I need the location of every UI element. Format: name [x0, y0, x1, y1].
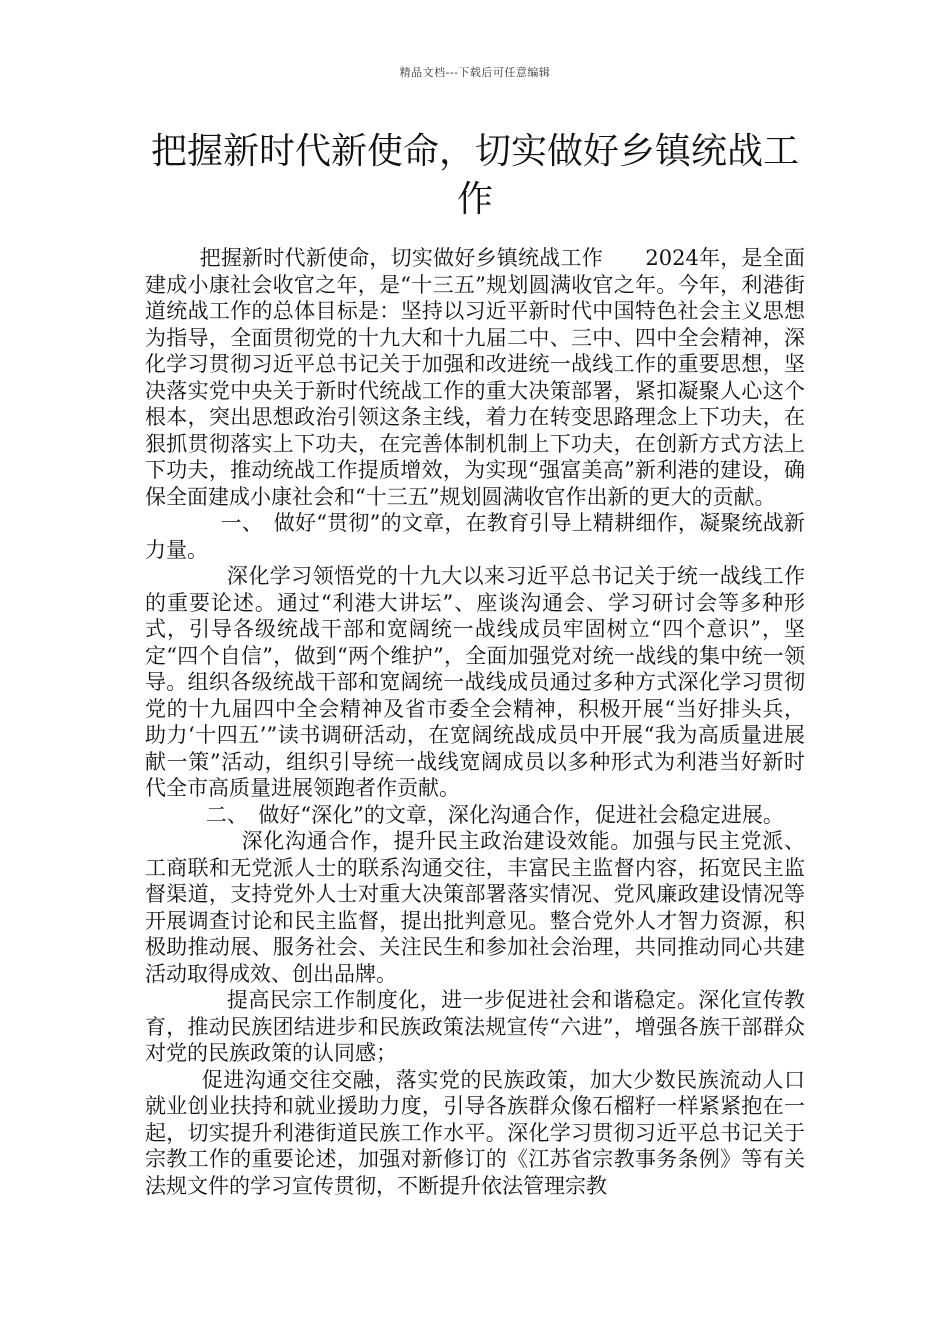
section-heading-1: 一、 做好“贯彻”的文章，在教育引导上精耕细作，凝聚统战新力量。: [145, 511, 805, 562]
section-heading-2: 二、 做好“深化”的文章，深化沟通合作，促进社会稳定进展。: [205, 802, 784, 827]
paragraph-section-1: 深化学习领悟党的十九大以来习近平总书记关于统一战线工作的重要论述。通过“利港大讲坛”、座谈沟通会、学习研讨会等多种形式，引导各级统战干部和宽阔统一战线成员牢固树立“四个意识”，坚定“四个自信”，做到“两个维护”，全面加强党对统一战线的集中统一领导。组织各级统战干部和宽阔统一战线成员通过多种方式深化学习贯彻党的十九届四中全会精神及省市委全会精神，积极开展“当好排头兵，助力‘十四五’”读书调研活动，在宽阔统战成员中开展“我为高质量进展献一策”活动，组织引导统一战线宽阔成员以多种形式为利港当好新时代全市高质量进展领跑者作贡献。: [145, 564, 805, 800]
paragraph-section-2b: 提高民宗工作制度化，进一步促进社会和谐稳定。深化宣传教育，推动民族团结进步和民族政策法规宣传“六进”，增强各族干部群众对党的民族政策的认同感；: [145, 988, 805, 1065]
document-title: 把握新时代新使命，切实做好乡镇统战工作: [150, 131, 799, 220]
paragraph-intro: 把握新时代新使命，切实做好乡镇统战工作 2024年，是全面建成小康社会收官之年，是“十三五”规划圆满收官之年。今年，利港街道统战工作的总体目标是：坚持以习近平新时代中国特色社会主义思想为指导，全面贯彻党的十九大和十九届二中、三中、四中全会精神，深化学习贯彻习近平总书记关于加强和改进统一战线工作的重要思想，坚决落实党中央关于新时代统战工作的重大决策部署，紧扣凝聚人心这个根本，突出思想政治引领这条主线，着力在转变思路理念上下功夫，在狠抓贯彻落实上下功夫，在完善体制机制上下功夫，在创新方式方法上下功夫，推动统战工作提质增效，为实现“强富美高”新利港的建设，确保全面建成小康社会和“十三五”规划圆满收官作出新的更大的贡献。: [145, 246, 805, 509]
document-body: [145, 245, 805, 1199]
paragraph-section-2a: 深化沟通合作，提升民主政治建设效能。加强与民主党派、工商联和无党派人士的联系沟通交往，丰富民主监督内容，拓宽民主监督渠道，支持党外人士对重大决策部署落实情况、党风廉政建设情况等开展调查讨论和民主监督，提出批判意见。整合党外人才智力资源，积极助推动展、服务社会、关注民生和参加社会治理，共同推动同心共建活动取得成效、创出品牌。: [145, 829, 805, 986]
header-note: 精品文档---下载后可任意编辑: [399, 66, 551, 79]
paragraph-section-2c: 促进沟通交往交融，落实党的民族政策，加大少数民族流动人口就业创业扶持和就业援助力度，引导各族群众像石榴籽一样紧紧抱在一起，切实提升利港街道民族工作水平。深化学习贯彻习近平总书记关于宗教工作的重要论述，加强对新修订的《江苏省宗教事务条例》等有关法规文件的学习宣传贯彻，不断提升依法管理宗教: [145, 1067, 805, 1198]
